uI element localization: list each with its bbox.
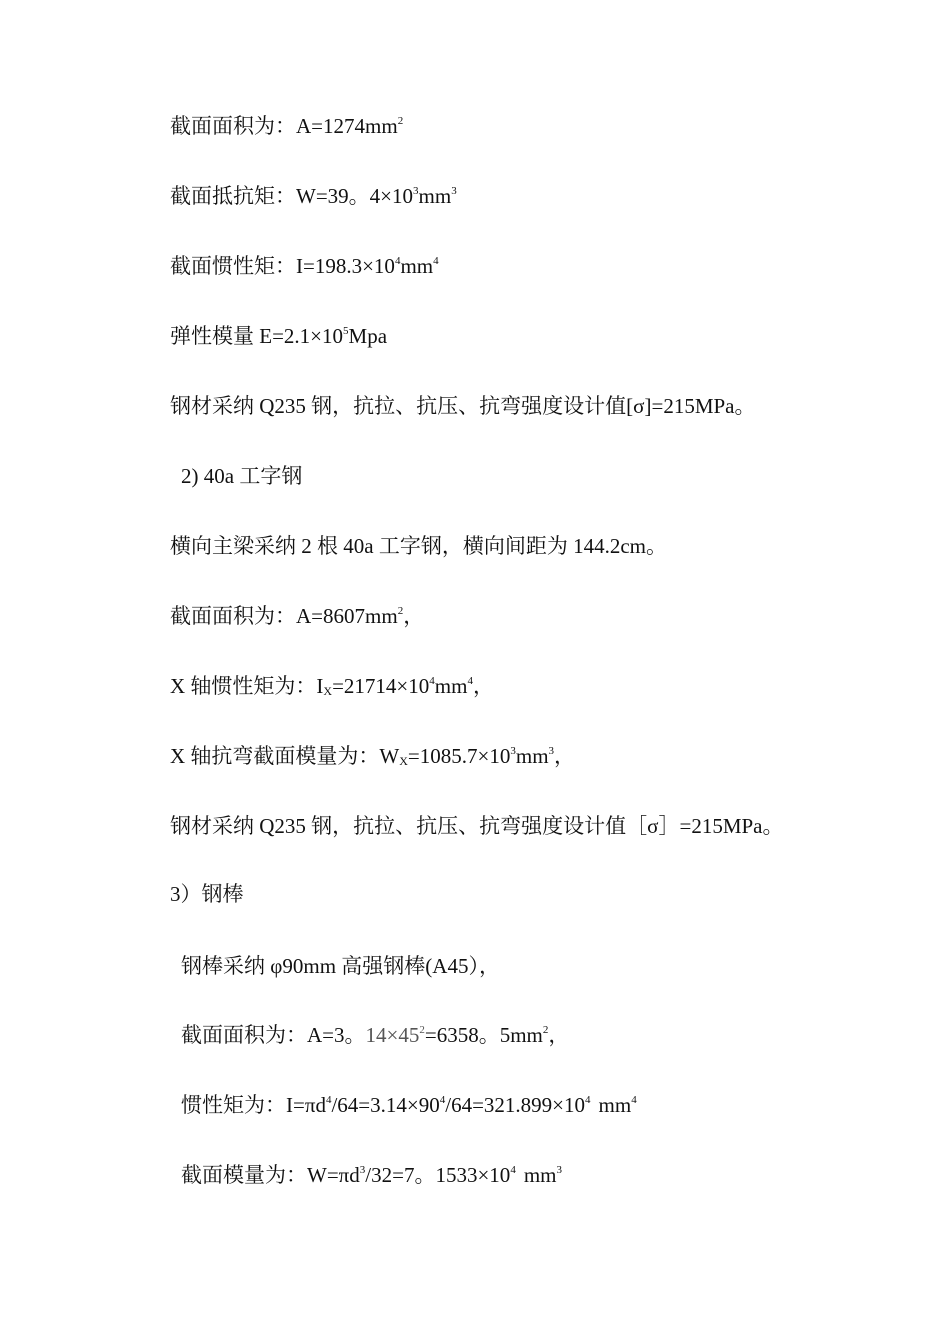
rod-modulus-line: 截面模量为：$W=\pi d^3/32=7$。$1533\times 10^4$ $mm^3$ xyxy=(181,1163,562,1187)
elastic-modulus-line: 弹性模量 $E=2.1\times 10^5Mpa$ xyxy=(170,324,388,348)
main-beam-line: 横向主梁采纳 2 根 40a 工字钢，横向间距为 144.2cm。 xyxy=(170,534,667,558)
section-heading-steel-rod: 3）钢棒 xyxy=(170,882,244,906)
rod-inertia-line: 惯性矩为：$I=\pi d^4/64=3.14\times 90^4/64=321.899\times 10^4$ $mm^4$ xyxy=(181,1093,637,1117)
steel-strength-line: 钢材采纳 Q235 钢，抗拉、抗压、抗弯强度设计值[σ]=215MPa。 xyxy=(170,394,756,418)
beam-area-line: 截面面积为：$A=8607mm^2$， xyxy=(170,604,425,628)
moment-of-inertia-line: 截面惯性矩：$I=198.3\times 10^4mm^4$ xyxy=(170,254,439,278)
x-axis-inertia-line: X 轴惯性矩为：$I_X=21714\times 10^4mm^4$， xyxy=(170,674,494,698)
section-area-line: 截面面积为：$A=1274mm^2$ xyxy=(170,114,404,138)
x-axis-modulus-line: X 轴抗弯截面模量为：$W_X=1085.7\times 10^3mm^3$， xyxy=(170,744,576,768)
beam-strength-line: 钢材采纳 Q235 钢，抗拉、抗压、抗弯强度设计值［σ］=215MPa。 xyxy=(170,814,784,838)
steel-rod-spec-line: 钢棒采纳 φ90mm 高强钢棒(A45）， xyxy=(181,954,500,978)
section-modulus-line: 截面抵抗矩：W=39。$4\times 10^3mm^3$ xyxy=(170,184,457,208)
rod-area-line: 截面面积为：A=3。$14\times 45^2=6358$。$5mm^2$， xyxy=(181,1023,570,1047)
section-heading-i-beam: 2) 40a 工字钢 xyxy=(181,464,303,488)
